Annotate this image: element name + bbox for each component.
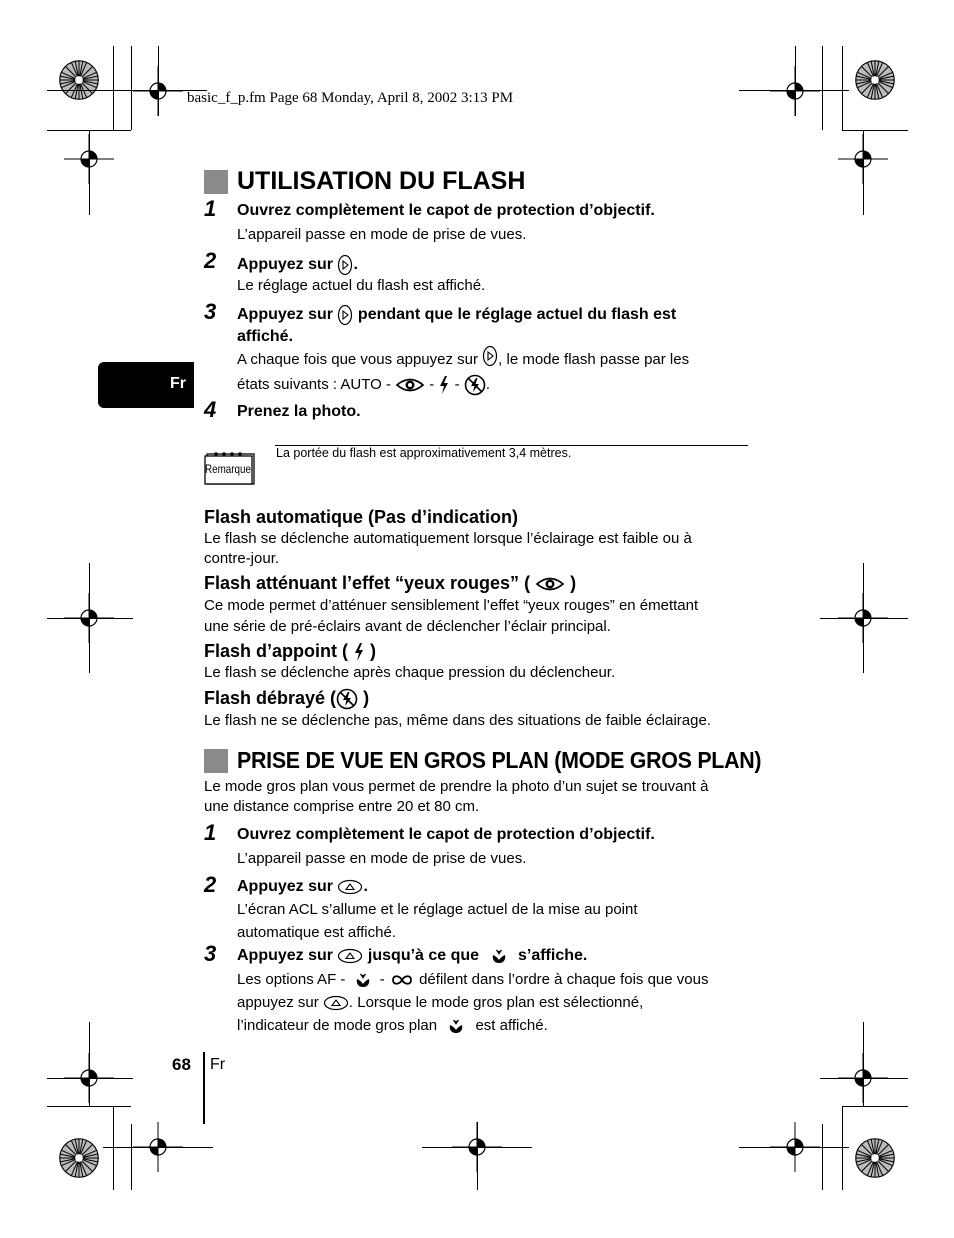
mode-desc: contre-jour. bbox=[204, 550, 280, 567]
step-result: Le réglage actuel du flash est affiché. bbox=[237, 277, 486, 294]
arrow-up-button-icon bbox=[323, 995, 349, 1011]
starburst-icon bbox=[855, 1138, 895, 1178]
step-result-cont: états suivants : AUTO - - - . bbox=[237, 374, 490, 396]
language-tab bbox=[98, 362, 194, 408]
arrow-right-button-icon bbox=[337, 304, 353, 326]
page-number: 68 bbox=[172, 1055, 191, 1074]
step-result: L’écran ACL s’allume et le réglage actuel de la mise au point bbox=[237, 901, 638, 918]
arrow-right-button-icon bbox=[482, 345, 498, 367]
starburst-icon bbox=[59, 1138, 99, 1178]
flash-off-icon bbox=[336, 688, 358, 710]
step-number: 2 bbox=[204, 248, 217, 273]
mode-title: Flash débrayé ( ) bbox=[204, 688, 369, 710]
macro-flower-icon bbox=[354, 971, 372, 989]
arrow-right-button-icon bbox=[337, 254, 353, 276]
mode-title: Flash d’appoint ( ) bbox=[204, 641, 377, 661]
step-instruction: Prenez la photo. bbox=[237, 403, 361, 420]
section-title-text: PRISE DE VUE EN GROS PLAN (MODE GROS PLAN) bbox=[237, 747, 762, 773]
mode-title: Flash automatique (Pas d’indication) bbox=[204, 507, 519, 527]
note-text: La portée du flash est approximativement 3,4 mètres. bbox=[276, 446, 572, 460]
section-title-text: UTILISATION DU FLASH bbox=[237, 167, 526, 195]
mode-title: Flash atténuant l’effet “yeux rouges” ( ) bbox=[204, 573, 577, 593]
step-number: 4 bbox=[204, 397, 217, 422]
step-number: 1 bbox=[204, 820, 217, 845]
red-eye-icon bbox=[535, 575, 565, 593]
section-title-macro bbox=[204, 747, 801, 774]
flash-off-icon bbox=[464, 374, 486, 396]
section-title-flash bbox=[204, 167, 525, 196]
step-result: Les options AF - - défilent dans l’ordre à chaque fois que vous bbox=[237, 971, 709, 988]
macro-flower-icon bbox=[447, 1017, 465, 1035]
macro-flower-icon bbox=[490, 947, 508, 965]
step-result: L’appareil passe en mode de prise de vues. bbox=[237, 850, 527, 867]
footer-language: Fr bbox=[210, 1056, 226, 1073]
flash-bolt-icon bbox=[353, 642, 365, 662]
step-number: 1 bbox=[204, 196, 217, 221]
step-instruction-cont: affiché. bbox=[237, 328, 294, 345]
step-instruction: Ouvrez complètement le capot de protection d’objectif. bbox=[237, 202, 655, 219]
step-result: A chaque fois que vous appuyez sur , le mode flash passe par les bbox=[237, 351, 689, 368]
section-intro: une distance comprise entre 20 et 80 cm. bbox=[204, 798, 480, 815]
section-intro: Le mode gros plan vous permet de prendre la photo d’un sujet se trouvant à bbox=[204, 778, 709, 795]
step-instruction: Appuyez sur . bbox=[237, 254, 358, 276]
note-badge-label: Remarque bbox=[205, 462, 251, 476]
step-instruction: Appuyez sur jusqu’à ce que s’affiche. bbox=[237, 947, 588, 965]
red-eye-icon bbox=[395, 376, 425, 394]
mode-desc: Ce mode permet d’atténuer sensiblement l’effet “yeux rouges” en émettant bbox=[204, 597, 699, 614]
step-number: 2 bbox=[204, 872, 217, 897]
mode-desc: une série de pré-éclairs avant de déclencher l’éclair principal. bbox=[204, 618, 611, 635]
step-result: L’appareil passe en mode de prise de vues. bbox=[237, 226, 527, 243]
step-result: automatique est affiché. bbox=[237, 924, 396, 941]
starburst-icon bbox=[59, 60, 99, 100]
step-instruction: Appuyez sur pendant que le réglage actuel du flash est bbox=[237, 304, 676, 326]
infinity-icon bbox=[389, 973, 415, 987]
flash-bolt-icon bbox=[438, 375, 450, 395]
section-marker bbox=[204, 170, 228, 194]
starburst-icon bbox=[855, 60, 895, 100]
section-marker bbox=[204, 749, 228, 773]
step-instruction: Appuyez sur . bbox=[237, 878, 368, 895]
mode-desc: Le flash se déclenche automatiquement lorsque l’éclairage est faible ou à bbox=[204, 530, 692, 547]
file-header: basic_f_p.fm Page 68 Monday, April 8, 2002 3:13 PM bbox=[187, 90, 514, 106]
mode-desc: Le flash se déclenche après chaque pression du déclencheur. bbox=[204, 664, 616, 681]
step-instruction: Ouvrez complètement le capot de protection d’objectif. bbox=[237, 826, 655, 843]
step-number: 3 bbox=[204, 941, 217, 966]
step-result: l’indicateur de mode gros plan est affiché. bbox=[237, 1017, 548, 1034]
arrow-up-button-icon bbox=[337, 879, 363, 895]
step-number: 3 bbox=[204, 299, 217, 324]
arrow-up-button-icon bbox=[337, 948, 363, 964]
step-result: appuyez sur . Lorsque le mode gros plan est sélectionné, bbox=[237, 994, 644, 1011]
mode-desc: Le flash ne se déclenche pas, même dans des situations de faible éclairage. bbox=[204, 712, 711, 729]
language-tab-label: Fr bbox=[170, 375, 186, 392]
